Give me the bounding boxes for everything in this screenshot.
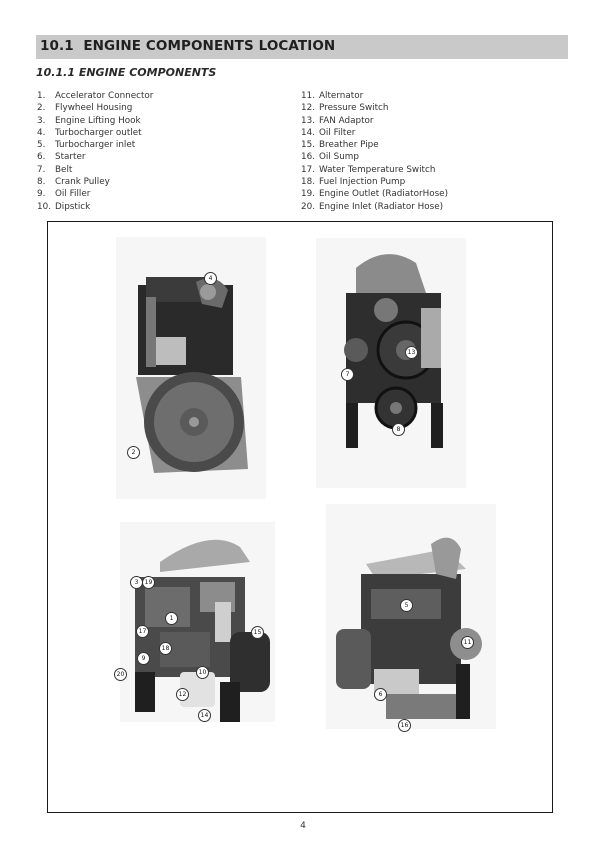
component-number: 10. bbox=[37, 201, 51, 212]
subsection-title-text: ENGINE COMPONENTS bbox=[78, 66, 217, 79]
component-number: 7. bbox=[37, 164, 46, 175]
component-list-item bbox=[37, 127, 153, 139]
component-number: 2. bbox=[37, 103, 46, 114]
callout-14: 14 bbox=[198, 709, 211, 722]
component-list-item bbox=[37, 139, 153, 151]
callout-11: 11 bbox=[461, 636, 474, 649]
callout-1: 1 bbox=[165, 612, 178, 625]
component-number: 11. bbox=[301, 91, 315, 101]
callout-20: 20 bbox=[114, 668, 127, 681]
callout-10: 10 bbox=[196, 666, 209, 679]
callout-5: 5 bbox=[400, 599, 413, 612]
section-title bbox=[40, 38, 335, 54]
component-label: Starter bbox=[55, 152, 86, 163]
engine-photo-pulley-side bbox=[316, 238, 466, 488]
component-list-item bbox=[301, 139, 448, 151]
engine-figure-frame bbox=[47, 221, 553, 813]
component-label: Oil Filter bbox=[319, 127, 356, 138]
component-label: Pressure Switch bbox=[319, 103, 389, 114]
callout-15: 15 bbox=[251, 626, 264, 639]
component-label: Alternator bbox=[319, 91, 364, 101]
component-label: Crank Pulley bbox=[55, 177, 110, 188]
component-list-item bbox=[37, 102, 153, 114]
component-label: Turbocharger outlet bbox=[55, 127, 142, 138]
engine-photo-left-side bbox=[120, 522, 275, 722]
subsection-title bbox=[36, 66, 216, 79]
callout-17: 17 bbox=[136, 625, 149, 638]
callout-7: 7 bbox=[341, 368, 354, 381]
section-header-bar bbox=[36, 35, 568, 59]
component-label: Flywheel Housing bbox=[55, 103, 133, 114]
callout-12: 12 bbox=[176, 688, 189, 701]
component-number: 5. bbox=[37, 140, 46, 151]
callout-16: 16 bbox=[398, 719, 411, 732]
component-label: Oil Filler bbox=[55, 189, 91, 200]
component-label: Belt bbox=[55, 164, 73, 175]
callout-3: 3 bbox=[130, 576, 143, 589]
engine-photo-flywheel-side bbox=[116, 237, 266, 499]
component-list-item bbox=[301, 115, 448, 127]
component-list-item bbox=[301, 127, 448, 139]
component-number: 18. bbox=[301, 177, 315, 188]
component-list-item bbox=[37, 151, 153, 163]
component-number: 15. bbox=[301, 140, 315, 151]
component-number: 6. bbox=[37, 152, 46, 163]
component-list-item bbox=[301, 176, 448, 188]
component-label: Oil Sump bbox=[319, 152, 359, 163]
component-number: 16. bbox=[301, 152, 315, 163]
callout-9: 9 bbox=[137, 652, 150, 665]
component-number: 1. bbox=[37, 91, 46, 101]
component-list-item bbox=[301, 90, 448, 102]
component-label: Engine Outlet (RadiatorHose) bbox=[319, 189, 449, 200]
component-list-item bbox=[301, 164, 448, 176]
component-label: Accelerator Connector bbox=[55, 91, 154, 101]
component-label: Water Temperature Switch bbox=[319, 164, 436, 175]
component-list-item bbox=[37, 188, 153, 200]
callout-6: 6 bbox=[374, 688, 387, 701]
callout-4: 4 bbox=[204, 272, 217, 285]
component-label: Dipstick bbox=[55, 201, 91, 212]
component-list-item bbox=[301, 151, 448, 163]
section-title-text: ENGINE COMPONENTS LOCATION bbox=[83, 38, 336, 54]
component-label: Engine Lifting Hook bbox=[55, 115, 141, 126]
component-list-item bbox=[37, 115, 153, 127]
component-number: 17. bbox=[301, 164, 315, 175]
component-label: Breather Pipe bbox=[319, 140, 379, 151]
component-list-item bbox=[301, 201, 448, 213]
engine-photo-right-side bbox=[326, 504, 496, 729]
component-number: 9. bbox=[37, 189, 46, 200]
component-number: 8. bbox=[37, 177, 46, 188]
callout-8: 8 bbox=[392, 423, 405, 436]
component-number: 13. bbox=[301, 115, 315, 126]
callout-2: 2 bbox=[127, 446, 140, 459]
component-number: 12. bbox=[301, 103, 315, 114]
subsection-number: 10.1.1 bbox=[36, 66, 75, 79]
component-number: 4. bbox=[37, 127, 46, 138]
component-list-item bbox=[37, 90, 153, 102]
component-label: Turbocharger inlet bbox=[55, 140, 136, 151]
component-list-item bbox=[37, 176, 153, 188]
components-list-right bbox=[301, 90, 448, 213]
component-number: 3. bbox=[37, 115, 46, 126]
component-list-item bbox=[37, 164, 153, 176]
section-number: 10.1 bbox=[40, 38, 74, 54]
component-number: 20. bbox=[301, 201, 315, 212]
callout-18: 18 bbox=[159, 642, 172, 655]
page-number: 4 bbox=[300, 821, 306, 831]
component-label: Fuel Injection Pump bbox=[319, 177, 406, 188]
component-label: FAN Adaptor bbox=[319, 115, 374, 126]
callout-13: 13 bbox=[405, 346, 418, 359]
component-list-item bbox=[37, 201, 153, 213]
callout-19: 19 bbox=[142, 576, 155, 589]
components-list-left bbox=[37, 90, 153, 213]
component-label: Engine Inlet (Radiator Hose) bbox=[319, 201, 444, 212]
component-list-item bbox=[301, 188, 448, 200]
component-number: 19. bbox=[301, 189, 315, 200]
component-list-item bbox=[301, 102, 448, 114]
component-number: 14. bbox=[301, 127, 315, 138]
